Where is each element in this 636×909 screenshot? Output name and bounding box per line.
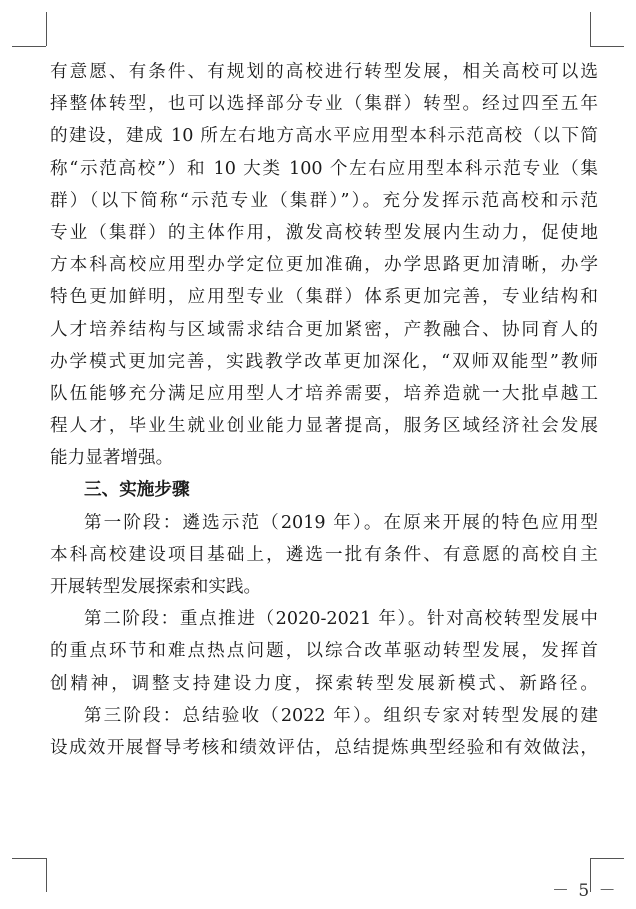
- document-body: [50, 56, 598, 764]
- stage-one-line: 开展转型发展探索和实践。: [50, 577, 262, 597]
- stage-two-line: 创精神，调整支持建设力度，探索转型发展新模式、新路径。: [50, 673, 598, 694]
- stage-three-line: 第三阶段：总结验收（2022 年）。组织专家对转型发展的建: [84, 705, 598, 726]
- stage-one-line: 本科高校建设项目基础上，遴选一批有条件、有意愿的高校自主: [50, 544, 598, 565]
- paragraph-line: 专业（集群）的主体作用，激发高校转型发展内生动力，促使地: [50, 222, 598, 243]
- stage-three-line: 设成效开展督导考核和绩效评估，总结提炼典型经验和有效做法，: [50, 737, 598, 758]
- page-number: － 5 －: [552, 881, 618, 901]
- stage-two-line: 第二阶段：重点推进（2020-2021 年）。针对高校转型发展中: [84, 609, 598, 630]
- paragraph-line: 方本科高校应用型办学定位更加准确，办学思路更加清晰，办学: [50, 255, 598, 276]
- paragraph-line: 队伍能够充分满足应用型人才培养需要，培养造就一大批卓越工: [50, 383, 598, 404]
- paragraph-line: 能力显著增强。: [50, 448, 174, 469]
- paragraph-line: 的建设，建成 10 所左右地方高水平应用型本科示范高校（以下简: [50, 126, 598, 147]
- stage-two-line: 的重点环节和难点热点问题，以综合改革驱动转型发展，发挥首: [50, 641, 598, 662]
- paragraph-line: 群）（以下简称“示范专业（集群）”）。充分发挥示范高校和示范: [50, 190, 598, 211]
- paragraph-line: 程人才，毕业生就业创业能力显著提高，服务区域经济社会发展: [50, 416, 598, 437]
- paragraph-line: 称“示范高校”）和 10 大类 100 个左右应用型本科示范专业（集: [50, 158, 598, 179]
- section-heading: 三、实施步骤: [84, 480, 190, 501]
- paragraph-line: 有意愿、有条件、有规划的高校进行转型发展，相关高校可以选: [50, 62, 598, 82]
- stage-one-line: 第一阶段：遴选示范（2019 年）。在原来开展的特色应用型: [84, 512, 598, 533]
- paragraph-line: 特色更加鲜明，应用型专业（集群）体系更加完善，专业结构和: [50, 287, 598, 308]
- paragraph-line: 择整体转型，也可以选择部分专业（集群）转型。经过四至五年: [50, 94, 598, 115]
- paragraph-line: 办学模式更加完善，实践教学改革更加深化，“双师双能型”教师: [50, 351, 598, 372]
- paragraph-line: 人才培养结构与区域需求结合更加紧密，产教融合、协同育人的: [50, 319, 598, 340]
